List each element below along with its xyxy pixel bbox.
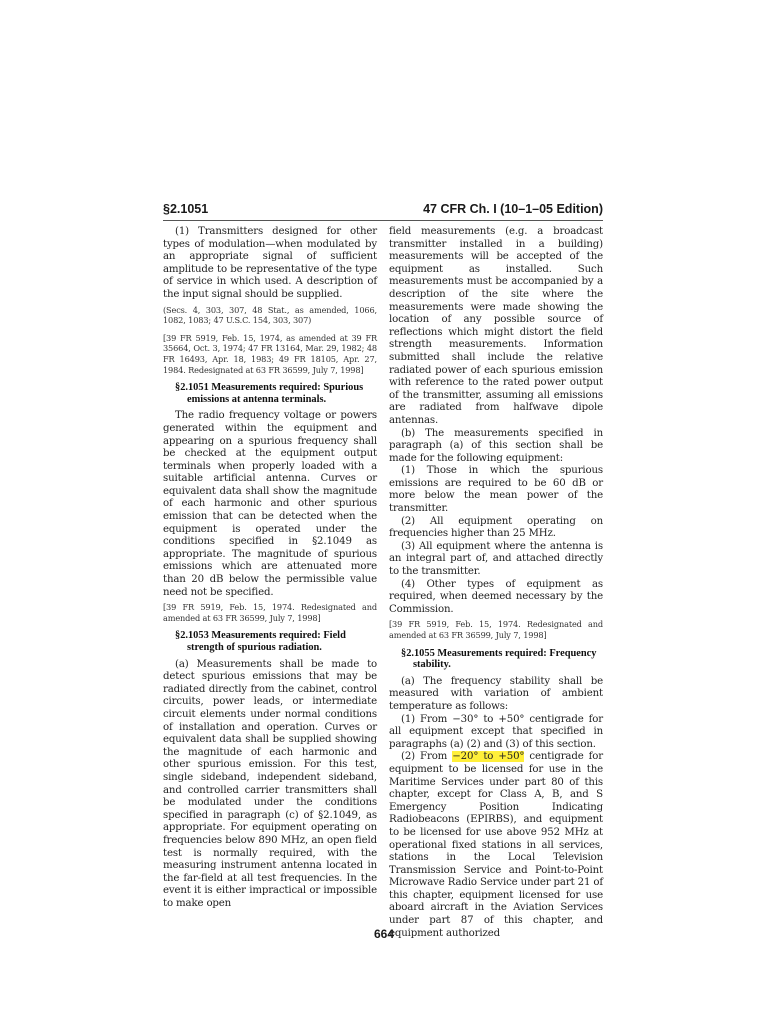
section-heading-2-1051: §2.1051 Measurements required: Spurious emissions at antenna terminals. [175,382,364,405]
paragraph-2-1055-a-2-rest: centigrade for equipment to be licensed for use in the Maritime Services under part 80 of this chapter, except for Class A, B, and S Emergency Position Indicating Radiobeacons (EPIRBS), and equipment to be licensed for use above 952 MHz at operational fixed stations in all services, stations in the Local Television Transmission Service and Point-to-Point Microwave Radio Service under part 21 of this chapter, equipment licensed for use aboard aircraft in the Aviation Services under part 87 of this chapter, and equipment authorized [389,751,604,939]
paragraph-transmitters-modulation: (1) Transmitters designed for other types of modulation—when modulated by an appropriate signal of sufficient amplitude to be representative of the type of service in which used. A description of the input signal should be supplied. [163,226,377,300]
paragraph-2-1053-a-cont: field measurements (e.g. a broadcast transmitter installed in a building) measurements will be accepted of the equipment as installed. Such measurements must be accompanied by a description of the site where the measurements were made showing the location of any possible source of reflections which might distort the field strength measurements. Information submitted shall include the relative radiated power of each spurious emission with reference to the rated power output of the transmitter, assuming all emissions are radiated from halfwave dipole antennas. [389,226,603,426]
paragraph-2-1051-body: The radio frequency voltage or powers generated within the equipment and appearing on a spurious frequency shall be checked at the equipment output terminals when properly loaded with a suitable artificial antenna. Curves or equivalent data shall show the magnitude of each harmonic and other spurious emission that can be detected when the equipment is operated under the conditions specified in §2.1049 as appropriate. The magnitude of spurious emissions which are attenuated more than 20 dB below the permissible value need not be specified. [163,410,377,598]
paragraph-2-1055-a-2-lead: (2) From [401,751,453,763]
paragraph-2-1055-a-1: (1) From −30° to +50° centigrade for all equipment except that specified in paragraphs (a) (2) and (3) of this section. [389,713,603,750]
paragraph-2-1053-b-1: (1) Those in which the spurious emissions are required to be 60 dB or more below the mean power of the transmitter. [389,465,603,515]
citation-secs: (Secs. 4, 303, 307, 48 Stat., as amended, 1066, 1082, 1083; 47 U.S.C. 154, 303, 307) [163,304,377,326]
highlighted-temperature-range: −20° to +50° [452,751,525,763]
paragraph-2-1053-b-3: (3) All equipment where the antenna is an integral part of, and attached directly to the transmitter. [389,540,603,578]
paragraph-2-1053-b-4: (4) Other types of equipment as required, when deemed necessary by the Commission. [389,578,603,615]
paragraph-2-1053-b: (b) The measurements specified in paragraph (a) of this section shall be made for the following equipment: [389,427,603,464]
running-header-section: §2.1051 [163,202,209,216]
section-heading-2-1055: §2.1055 Measurements required: Frequency stability. [401,647,597,671]
right-column [389,226,603,940]
section-heading-2-1053: §2.1053 Measurements required: Field strength of spurious radiation. [175,630,346,653]
citation-history-2-1053: [39 FR 5919, Feb. 15, 1974. Redesignated and amended at 63 FR 36599, July 7, 1998] [389,619,603,640]
header-rule [163,220,603,221]
paragraph-2-1053-b-2: (2) All equipment operating on frequencies higher than 25 MHz. [389,515,603,540]
paragraph-2-1055-a-2 [389,751,603,940]
paragraph-2-1053-a: (a) Measurements shall be made to detect spurious emissions that may be radiated directly from the cabinet, control circuits, power leads, or intermediate circuit elements under normal conditions of installation and operation. Curves or equivalent data shall be supplied showing the magnitude of each harmonic and other spurious emission. For this test, single sideband, independent sideband, and controlled carrier transmitters shall be modulated under the conditions specified in paragraph (c) of §2.1049, as appropriate. For equipment operating on frequencies below 890 MHz, an open field test is normally required, with the measuring instrument antenna located in the far-field at all test frequencies. In the event it is either impractical or impossible to make open [163,658,377,909]
citation-history-2-1049: [39 FR 5919, Feb. 15, 1974, as amended at 39 FR 35664, Oct. 3, 1974; 47 FR 13164, Mar. 29, 1982; 48 FR 16493, Apr. 18, 1983; 49 FR 18105, Apr. 27, 1984. Redesignated at 63 FR 36599, July 7, 1998] [163,332,377,375]
running-header-title: 47 CFR Ch. I (10–1–05 Edition) [423,202,603,216]
page-number: 664 [373,927,395,941]
left-column [163,226,377,910]
paragraph-2-1055-a: (a) The frequency stability shall be measured with variation of ambient temperature as follows: [389,675,603,712]
citation-history-2-1051: [39 FR 5919, Feb. 15, 1974. Redesignated and amended at 63 FR 36599, July 7, 1998] [163,602,377,623]
